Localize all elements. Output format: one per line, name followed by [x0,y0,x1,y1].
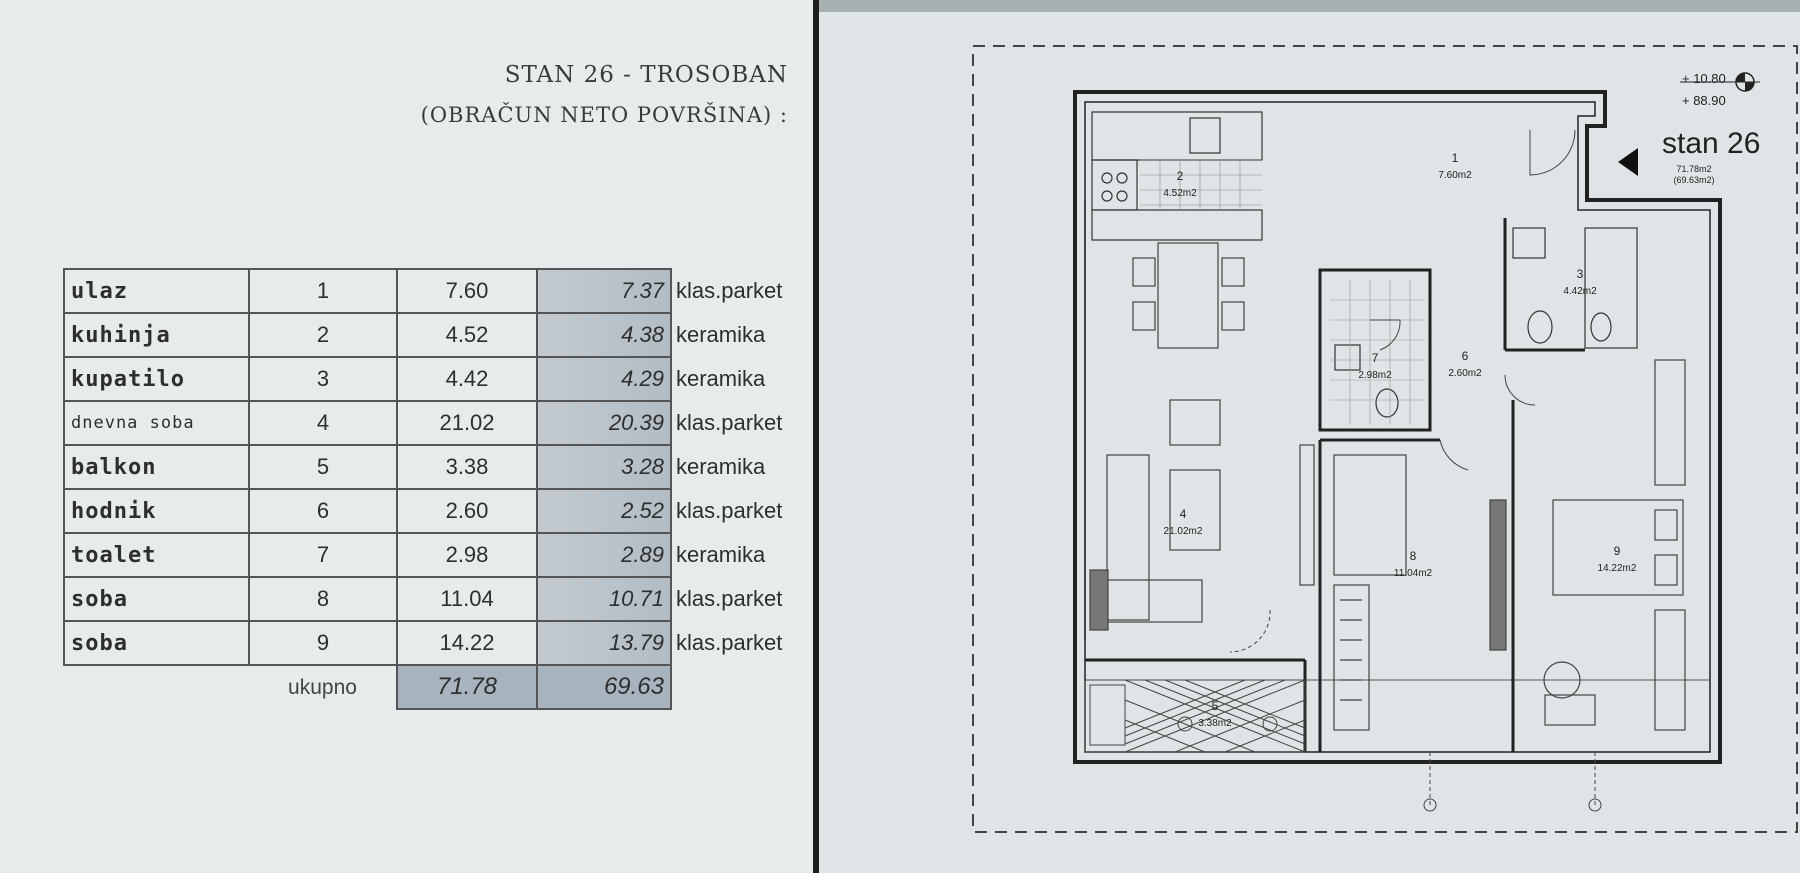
gross-area: 3.38 [397,445,537,489]
room-number: 4 [249,401,397,445]
axis-markers [1085,200,1601,811]
room-number: 9 [249,621,397,665]
net-area: 4.38 [537,313,671,357]
net-area: 4.29 [537,357,671,401]
room-area-label: 21.02m2 [1163,526,1203,537]
unit-net-area-label: (69.63m2) [1673,175,1715,185]
room-name: toalet [64,533,249,577]
gross-area: 11.04 [397,577,537,621]
floor-type: keramika [676,322,766,347]
room-area-label: 4.52m2 [1163,188,1197,199]
room-number: 2 [249,313,397,357]
room-number-label: 2 [1176,169,1184,183]
room-area-label: 7.60m2 [1438,170,1472,181]
room-area-label: 2.98m2 [1358,370,1392,381]
floor-type: keramika [676,454,766,479]
room-number-label: 4 [1179,507,1187,521]
balcony [1085,680,1305,752]
room-name: ulaz [64,269,249,313]
total-label: ukupno [288,675,357,699]
dining-table [1133,243,1244,348]
elevation-bottom: + 88.90 [1682,93,1726,108]
room-number-label: 5 [1211,699,1219,713]
net-area: 2.52 [537,489,671,533]
room-number-label: 3 [1576,267,1584,281]
room-area-label: 3.38m2 [1198,718,1232,729]
room-name: hodnik [64,489,249,533]
living-furniture [1090,400,1314,630]
net-area: 2.89 [537,533,671,577]
total-gross-area: 71.78 [397,665,537,709]
gross-area: 4.42 [397,357,537,401]
entrance-arrow [1618,148,1638,176]
room-number: 3 [249,357,397,401]
floor-type: keramika [676,366,766,391]
gross-area: 14.22 [397,621,537,665]
net-area: 13.79 [537,621,671,665]
room-number-label: 9 [1613,544,1621,558]
room-number: 8 [249,577,397,621]
floor-type: klas.parket [676,586,783,611]
apartment-title: STAN 26 - TROSOBAN [504,62,788,88]
interior-walls [1085,218,1585,752]
room-number: 7 [249,533,397,577]
net-area: 10.71 [537,577,671,621]
gross-area: 2.98 [397,533,537,577]
room-number-label: 7 [1371,351,1379,365]
floor-type: klas.parket [676,630,783,655]
gross-area: 4.52 [397,313,537,357]
room-number: 5 [249,445,397,489]
net-area: 3.28 [537,445,671,489]
floor-type: klas.parket [676,278,783,303]
bathroom-fixtures [1335,228,1637,417]
elevation-top: + 10.80 [1682,71,1726,86]
unit-label: stan 26 [1662,127,1761,160]
room-number-label: 6 [1461,349,1469,363]
total-net-area: 69.63 [537,665,671,709]
room-name: balkon [64,445,249,489]
gross-area: 2.60 [397,489,537,533]
net-area: 20.39 [537,401,671,445]
net-area: 7.37 [537,269,671,313]
room-name: soba [64,577,249,621]
room-number-label: 1 [1451,151,1459,165]
room-number-label: 8 [1409,549,1417,563]
bedroom8-furniture [1334,455,1506,730]
floor-type: klas.parket [676,498,783,523]
room-area-label: 2.60m2 [1448,368,1482,379]
gross-area: 21.02 [397,401,537,445]
room-number: 1 [249,269,397,313]
room-name: kupatilo [64,357,249,401]
room-name: kuhinja [64,313,249,357]
room-area-label: 4.42m2 [1563,286,1597,297]
room-area-label: 14.22m2 [1597,563,1637,574]
room-area-label: 11.04m2 [1393,568,1433,579]
kitchen-tile [1140,160,1262,210]
gross-area: 7.60 [397,269,537,313]
room-name: soba [64,621,249,665]
floor-type: klas.parket [676,410,783,435]
apartment-subtitle: (OBRAČUN NETO POVRŠINA) : [420,103,788,127]
unit-area-label: 71.78m2 [1676,164,1712,174]
floor-type: keramika [676,542,766,567]
room-name: dnevna soba [64,401,249,445]
room-number: 6 [249,489,397,533]
